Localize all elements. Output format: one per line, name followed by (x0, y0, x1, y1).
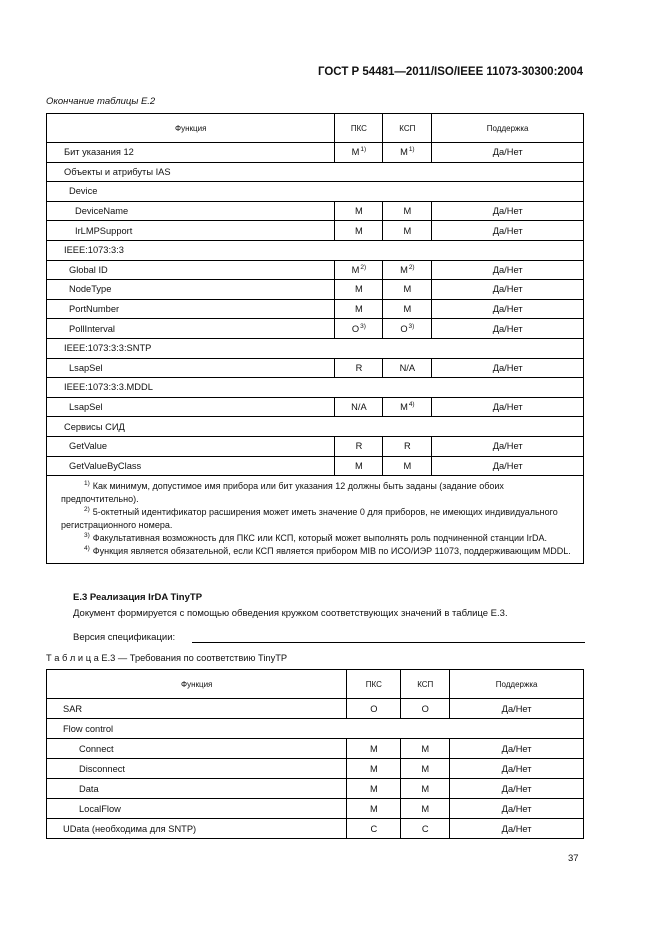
ksp-cell: М (383, 299, 432, 319)
col-header-support: Поддержка (450, 670, 584, 699)
function-cell: Global ID (47, 260, 335, 280)
table-row (47, 182, 584, 202)
footnote-ref: 2) (360, 263, 367, 271)
ksp-cell: М (401, 739, 450, 759)
support-cell: Да/Нет (432, 143, 584, 163)
ksp-cell: М (401, 799, 450, 819)
ksp-cell: М (401, 759, 450, 779)
function-cell: GetValueByClass (47, 456, 335, 476)
ksp-cell: $М^{4)}$ (383, 397, 432, 417)
ksp-cell: С (401, 819, 450, 839)
pks-cell: $О^{3)}$ (335, 319, 383, 339)
footnote: $^{2)}$ 5-октетный идентификатор расширения может иметь значение 0 для приборов, не имеющих индивидуального регистрационного номера. (61, 506, 558, 531)
table-row (47, 221, 584, 241)
function-cell: LocalFlow (47, 799, 347, 819)
version-label: Версия спецификации: (73, 632, 176, 643)
support-cell: Да/Нет (432, 397, 584, 417)
table-row (47, 338, 584, 358)
support-cell: Да/Нет (450, 779, 584, 799)
support-cell: Да/Нет (432, 319, 584, 339)
page-number: 37 (568, 853, 579, 864)
support-cell: Да/Нет (432, 436, 584, 456)
col-header-pks: ПКС (347, 670, 401, 699)
function-cell: SAR (47, 699, 347, 719)
function-cell: IEEE:1073:3:3.MDDL (47, 378, 584, 398)
function-cell: LsapSel (47, 358, 335, 378)
table-row (47, 319, 584, 339)
pks-cell: М (335, 221, 383, 241)
table-row (47, 456, 584, 476)
ksp-cell: $М^{1)}$ (383, 143, 432, 163)
footnote-ref: 1) (408, 146, 415, 154)
section-heading: Е.3 Реализация IrDA TinyTP (73, 592, 203, 603)
footnote-marker: 1) (84, 480, 90, 488)
table-row (47, 240, 584, 260)
table-row (47, 417, 584, 437)
table-e3-caption: Т а б л и ц а Е.3 — Требования по соответствию TinyTP (46, 653, 288, 663)
function-cell: IrLMPSupport (47, 221, 335, 241)
pks-cell: R (335, 436, 383, 456)
function-cell: Сервисы СИД (47, 417, 584, 437)
footnote-ref: 3) (360, 322, 366, 330)
footnote-marker: 2) (84, 506, 90, 514)
ksp-cell: М (401, 779, 450, 799)
support-cell: Да/Нет (450, 819, 584, 839)
pks-cell: $М^{1)}$ (335, 143, 383, 163)
col-header-function: Функция (47, 670, 347, 699)
support-cell: Да/Нет (432, 280, 584, 300)
footnote: $^{4)}$ Функция является обязательной, если КСП является прибором MIB по ИСО/ИЭР 11073, поддерживающим MDDL. (84, 545, 571, 557)
function-cell: DeviceName (47, 201, 335, 221)
ksp-cell: М (383, 221, 432, 241)
function-cell: Объекты и атрибуты IAS (47, 162, 584, 182)
function-cell: Бит указания 12 (47, 143, 335, 163)
table-row (47, 699, 584, 719)
pks-cell: М (335, 299, 383, 319)
table-notes-row (47, 476, 584, 564)
ksp-cell: М (383, 201, 432, 221)
table-e3 (46, 669, 584, 839)
pks-cell: М (335, 201, 383, 221)
function-cell: Data (47, 779, 347, 799)
table-row (47, 436, 584, 456)
table-row (47, 819, 584, 839)
support-cell: Да/Нет (450, 699, 584, 719)
pks-cell: М (335, 456, 383, 476)
support-cell: Да/Нет (450, 739, 584, 759)
table-row (47, 143, 584, 163)
function-cell: NodeType (47, 280, 335, 300)
support-cell: Да/Нет (450, 799, 584, 819)
table-row (47, 739, 584, 759)
footnote-ref: 1) (360, 146, 367, 154)
ksp-cell: М (383, 456, 432, 476)
function-cell: IEEE:1073:3:3 (47, 240, 584, 260)
function-cell: Disconnect (47, 759, 347, 779)
pks-cell: N/A (335, 397, 383, 417)
table-row (47, 280, 584, 300)
table-continuation-caption: Окончание таблицы Е.2 (46, 96, 156, 107)
pks-cell: М (335, 280, 383, 300)
table-row (47, 759, 584, 779)
ksp-cell: М (383, 280, 432, 300)
pks-cell: О (347, 699, 401, 719)
function-cell: PortNumber (47, 299, 335, 319)
function-cell: GetValue (47, 436, 335, 456)
table-row (47, 299, 584, 319)
table-notes (47, 476, 584, 564)
table-row (47, 719, 584, 739)
col-header-support: Поддержка (432, 114, 584, 143)
col-header-pks: ПКС (335, 114, 383, 143)
pks-cell: М (347, 799, 401, 819)
table-header-row (47, 114, 584, 143)
footnote-marker: 4) (84, 545, 90, 553)
table-header-row (47, 670, 584, 699)
function-cell: Device (47, 182, 584, 202)
pks-cell: М (347, 739, 401, 759)
col-header-function: Функция (47, 114, 335, 143)
function-cell: LsapSel (47, 397, 335, 417)
table-row (47, 162, 584, 182)
footnote-ref: 3) (408, 322, 415, 330)
footnote-ref: 4) (408, 401, 415, 409)
table-row (47, 397, 584, 417)
table-row (47, 799, 584, 819)
pks-cell: М (347, 759, 401, 779)
version-fill-line (192, 642, 585, 643)
pks-cell: М (347, 779, 401, 799)
support-cell: Да/Нет (432, 456, 584, 476)
table-row (47, 260, 584, 280)
ksp-cell: О (401, 699, 450, 719)
table-row (47, 378, 584, 398)
footnote-marker: 3) (84, 532, 90, 540)
ksp-cell: $О^{3)}$ (383, 319, 432, 339)
footnote-ref: 2) (408, 263, 415, 271)
document-header: ГОСТ Р 54481—2011/ISO/IEEE 11073-30300:2004 (317, 66, 583, 78)
footnote: $^{3)}$ Факультативная возможность для ПКС или КСП, который может выполнять роль подчиненной станции IrDA. (84, 532, 548, 544)
support-cell: Да/Нет (450, 759, 584, 779)
table-row (47, 779, 584, 799)
function-cell: Flow control (47, 719, 584, 739)
ksp-cell: N/A (383, 358, 432, 378)
section-paragraph: Документ формируется с помощью обведения кружком соответствующих значений в таблице Е.3. (73, 608, 508, 619)
pks-cell: С (347, 819, 401, 839)
function-cell: Connect (47, 739, 347, 759)
col-header-ksp: КСП (383, 114, 432, 143)
col-header-ksp: КСП (401, 670, 450, 699)
support-cell: Да/Нет (432, 260, 584, 280)
support-cell: Да/Нет (432, 299, 584, 319)
support-cell: Да/Нет (432, 221, 584, 241)
support-cell: Да/Нет (432, 358, 584, 378)
pks-cell: $М^{2)}$ (335, 260, 383, 280)
function-cell: UData (необходима для SNTP) (47, 819, 347, 839)
support-cell: Да/Нет (432, 201, 584, 221)
function-cell: PollInterval (47, 319, 335, 339)
pks-cell: R (335, 358, 383, 378)
ksp-cell: $М^{2)}$ (383, 260, 432, 280)
footnote: $^{1)}$ Как минимум, допустимое имя прибора или бит указания 12 должны быть заданы (задание обоих предпочтительно). (61, 480, 504, 505)
ksp-cell: R (383, 436, 432, 456)
table-row (47, 358, 584, 378)
function-cell: IEEE:1073:3:3:SNTP (47, 338, 584, 358)
table-e2 (46, 113, 584, 564)
table-row (47, 201, 584, 221)
